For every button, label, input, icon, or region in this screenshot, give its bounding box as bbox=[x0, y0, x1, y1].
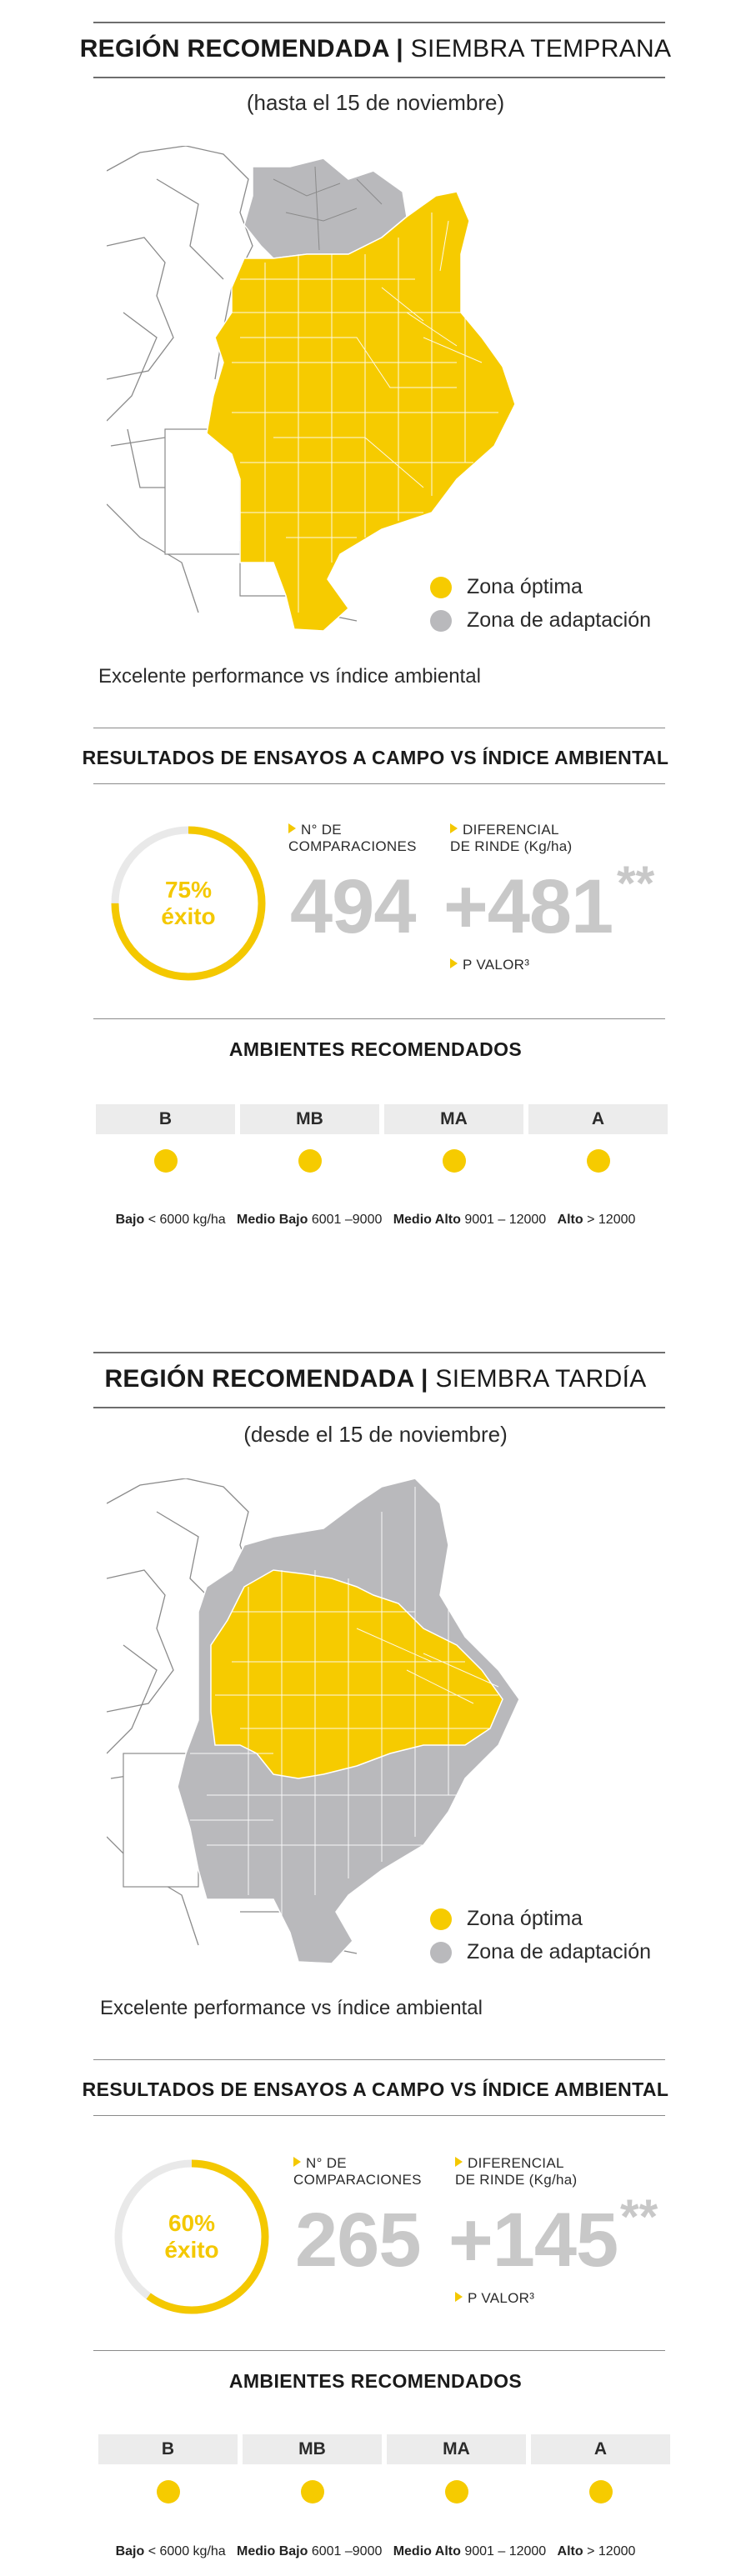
legend-adaptation-label: Zona de adaptación bbox=[467, 1940, 652, 1963]
env-a: A bbox=[528, 1104, 668, 1134]
env-divider bbox=[93, 1018, 665, 1019]
diff-value: +145 bbox=[448, 2198, 618, 2283]
comparisons-label-line2: COMPARACIONES bbox=[293, 2172, 422, 2188]
scale-b-range: < 6000 kg/ha bbox=[148, 1213, 226, 1227]
map-border-line bbox=[107, 313, 157, 421]
results-title: RESULTADOS DE ENSAYOS A CAMPO VS ÍNDICE AMBIENTAL bbox=[82, 747, 669, 768]
map-border-line bbox=[157, 179, 223, 279]
legend-adaptation bbox=[430, 608, 651, 633]
title-bold: REGIÓN RECOMENDADA | bbox=[104, 1365, 428, 1393]
ring-label bbox=[107, 822, 270, 985]
title-light: SIEMBRA TARDÍA bbox=[435, 1365, 647, 1393]
env-ma: MA bbox=[384, 1104, 523, 1134]
diff-mark: ** bbox=[620, 2190, 658, 2244]
triangle-bullet-icon bbox=[293, 2157, 301, 2167]
env-ma: MA bbox=[387, 2434, 526, 2464]
comparisons-label-line2: COMPARACIONES bbox=[288, 838, 417, 854]
scale-b-range: < 6000 kg/ha bbox=[148, 2544, 226, 2558]
scale-ma-name: Medio Alto bbox=[393, 2544, 461, 2558]
top-divider bbox=[93, 1352, 665, 1353]
performance-text: Excelente performance vs índice ambiental bbox=[98, 665, 481, 688]
section-subtitle: (hasta el 15 de noviembre) bbox=[246, 90, 505, 115]
env-a-dot bbox=[589, 2480, 613, 2503]
success-percent: 60% bbox=[168, 2210, 216, 2236]
env-a: A bbox=[531, 2434, 670, 2464]
env-title: AMBIENTES RECOMENDADOS bbox=[228, 1038, 523, 1060]
env-mb-dot bbox=[298, 1149, 322, 1173]
legend-adaptation-dot bbox=[430, 610, 452, 632]
comparisons-value: 265 bbox=[295, 2198, 421, 2283]
comparisons-value: 494 bbox=[290, 864, 416, 949]
legend-optimal bbox=[430, 1907, 583, 1931]
env-mb: MB bbox=[243, 2434, 382, 2464]
legend-optimal bbox=[430, 575, 583, 599]
comparisons-label-line1: N° DE bbox=[306, 2155, 347, 2171]
scale-legend bbox=[0, 2544, 751, 2559]
results-divider-top bbox=[93, 2059, 665, 2060]
success-ring bbox=[107, 822, 270, 985]
diff-label-line2: DE RINDE (Kg/ha) bbox=[455, 2172, 578, 2188]
title-bold: REGIÓN RECOMENDADA | bbox=[79, 35, 403, 63]
legend-optimal-label: Zona óptima bbox=[467, 575, 583, 598]
diff-label-line2: DE RINDE (Kg/ha) bbox=[450, 838, 573, 854]
scale-legend bbox=[0, 1213, 751, 1228]
scale-ma-range: 9001 – 12000 bbox=[464, 2544, 547, 2558]
scale-a-range: > 12000 bbox=[587, 1213, 636, 1227]
pvalue-text: P VALOR³ bbox=[468, 2290, 535, 2306]
scale-mb-range: 6001 –9000 bbox=[311, 2544, 383, 2558]
triangle-bullet-icon bbox=[288, 823, 296, 833]
env-b-dot bbox=[157, 2480, 180, 2503]
legend-optimal-label: Zona óptima bbox=[467, 1907, 583, 1930]
pvalue-label bbox=[450, 957, 529, 973]
region-map bbox=[107, 146, 590, 638]
scale-a-range: > 12000 bbox=[587, 2544, 636, 2558]
env-ma-dot bbox=[445, 2480, 468, 2503]
env-b: B bbox=[96, 1104, 235, 1134]
diff-label-line1: DIFERENCIAL bbox=[468, 2155, 564, 2171]
region-map bbox=[107, 1478, 590, 1970]
top-divider bbox=[93, 22, 665, 23]
success-word: éxito bbox=[164, 2237, 219, 2263]
env-divider bbox=[93, 2350, 665, 2351]
env-mb-dot bbox=[301, 2480, 324, 2503]
scale-ma-name: Medio Alto bbox=[393, 1213, 461, 1227]
results-divider-bottom bbox=[93, 2115, 665, 2116]
triangle-bullet-icon bbox=[455, 2292, 463, 2302]
comparisons-label bbox=[293, 2155, 422, 2188]
diff-label-line1: DIFERENCIAL bbox=[463, 822, 559, 838]
section-late-sowing bbox=[0, 1330, 751, 2576]
env-mb: MB bbox=[240, 1104, 379, 1134]
env-b: B bbox=[98, 2434, 238, 2464]
legend-adaptation-label: Zona de adaptación bbox=[467, 608, 652, 632]
diff-value: +481 bbox=[443, 864, 613, 949]
triangle-bullet-icon bbox=[455, 2157, 463, 2167]
legend-optimal-dot bbox=[430, 1908, 452, 1930]
diff-mark: ** bbox=[617, 857, 655, 911]
triangle-bullet-icon bbox=[450, 823, 458, 833]
section-early-sowing bbox=[0, 0, 751, 1283]
results-title: RESULTADOS DE ENSAYOS A CAMPO VS ÍNDICE AMBIENTAL bbox=[82, 2078, 669, 2100]
scale-a-name: Alto bbox=[557, 2544, 583, 2558]
title-divider bbox=[93, 1407, 665, 1408]
success-word: éxito bbox=[161, 903, 216, 929]
section-title bbox=[0, 35, 751, 63]
section-title bbox=[0, 1365, 751, 1393]
success-ring bbox=[110, 2155, 273, 2318]
map-border-line bbox=[107, 1645, 157, 1753]
map-border-line bbox=[107, 1570, 173, 1712]
scale-mb-name: Medio Bajo bbox=[237, 1213, 308, 1227]
performance-text: Excelente performance vs índice ambiental bbox=[100, 1997, 483, 2019]
scale-b-name: Bajo bbox=[115, 1213, 145, 1227]
legend-optimal-dot bbox=[430, 577, 452, 598]
env-a-dot bbox=[587, 1149, 610, 1173]
section-subtitle: (desde el 15 de noviembre) bbox=[243, 1422, 508, 1447]
title-light: SIEMBRA TEMPRANA bbox=[410, 35, 672, 63]
env-title: AMBIENTES RECOMENDADOS bbox=[228, 2370, 523, 2392]
ring-label bbox=[110, 2155, 273, 2318]
scale-mb-range: 6001 –9000 bbox=[311, 1213, 383, 1227]
diff-label bbox=[450, 822, 573, 855]
map-border-line bbox=[107, 238, 173, 379]
pvalue-text: P VALOR³ bbox=[463, 957, 530, 973]
scale-b-name: Bajo bbox=[115, 2544, 145, 2558]
legend-adaptation-dot bbox=[430, 1942, 452, 1963]
env-ma-dot bbox=[443, 1149, 466, 1173]
title-divider bbox=[93, 77, 665, 78]
results-divider-bottom bbox=[93, 783, 665, 784]
comparisons-label bbox=[288, 822, 417, 855]
triangle-bullet-icon bbox=[450, 958, 458, 968]
success-percent: 75% bbox=[164, 877, 213, 903]
comparisons-label-line1: N° DE bbox=[301, 822, 342, 838]
scale-mb-name: Medio Bajo bbox=[237, 2544, 308, 2558]
legend-adaptation bbox=[430, 1940, 651, 1964]
scale-a-name: Alto bbox=[557, 1213, 583, 1227]
scale-ma-range: 9001 – 12000 bbox=[464, 1213, 547, 1227]
pvalue-label bbox=[455, 2290, 534, 2307]
diff-label bbox=[455, 2155, 578, 2188]
env-b-dot bbox=[154, 1149, 178, 1173]
